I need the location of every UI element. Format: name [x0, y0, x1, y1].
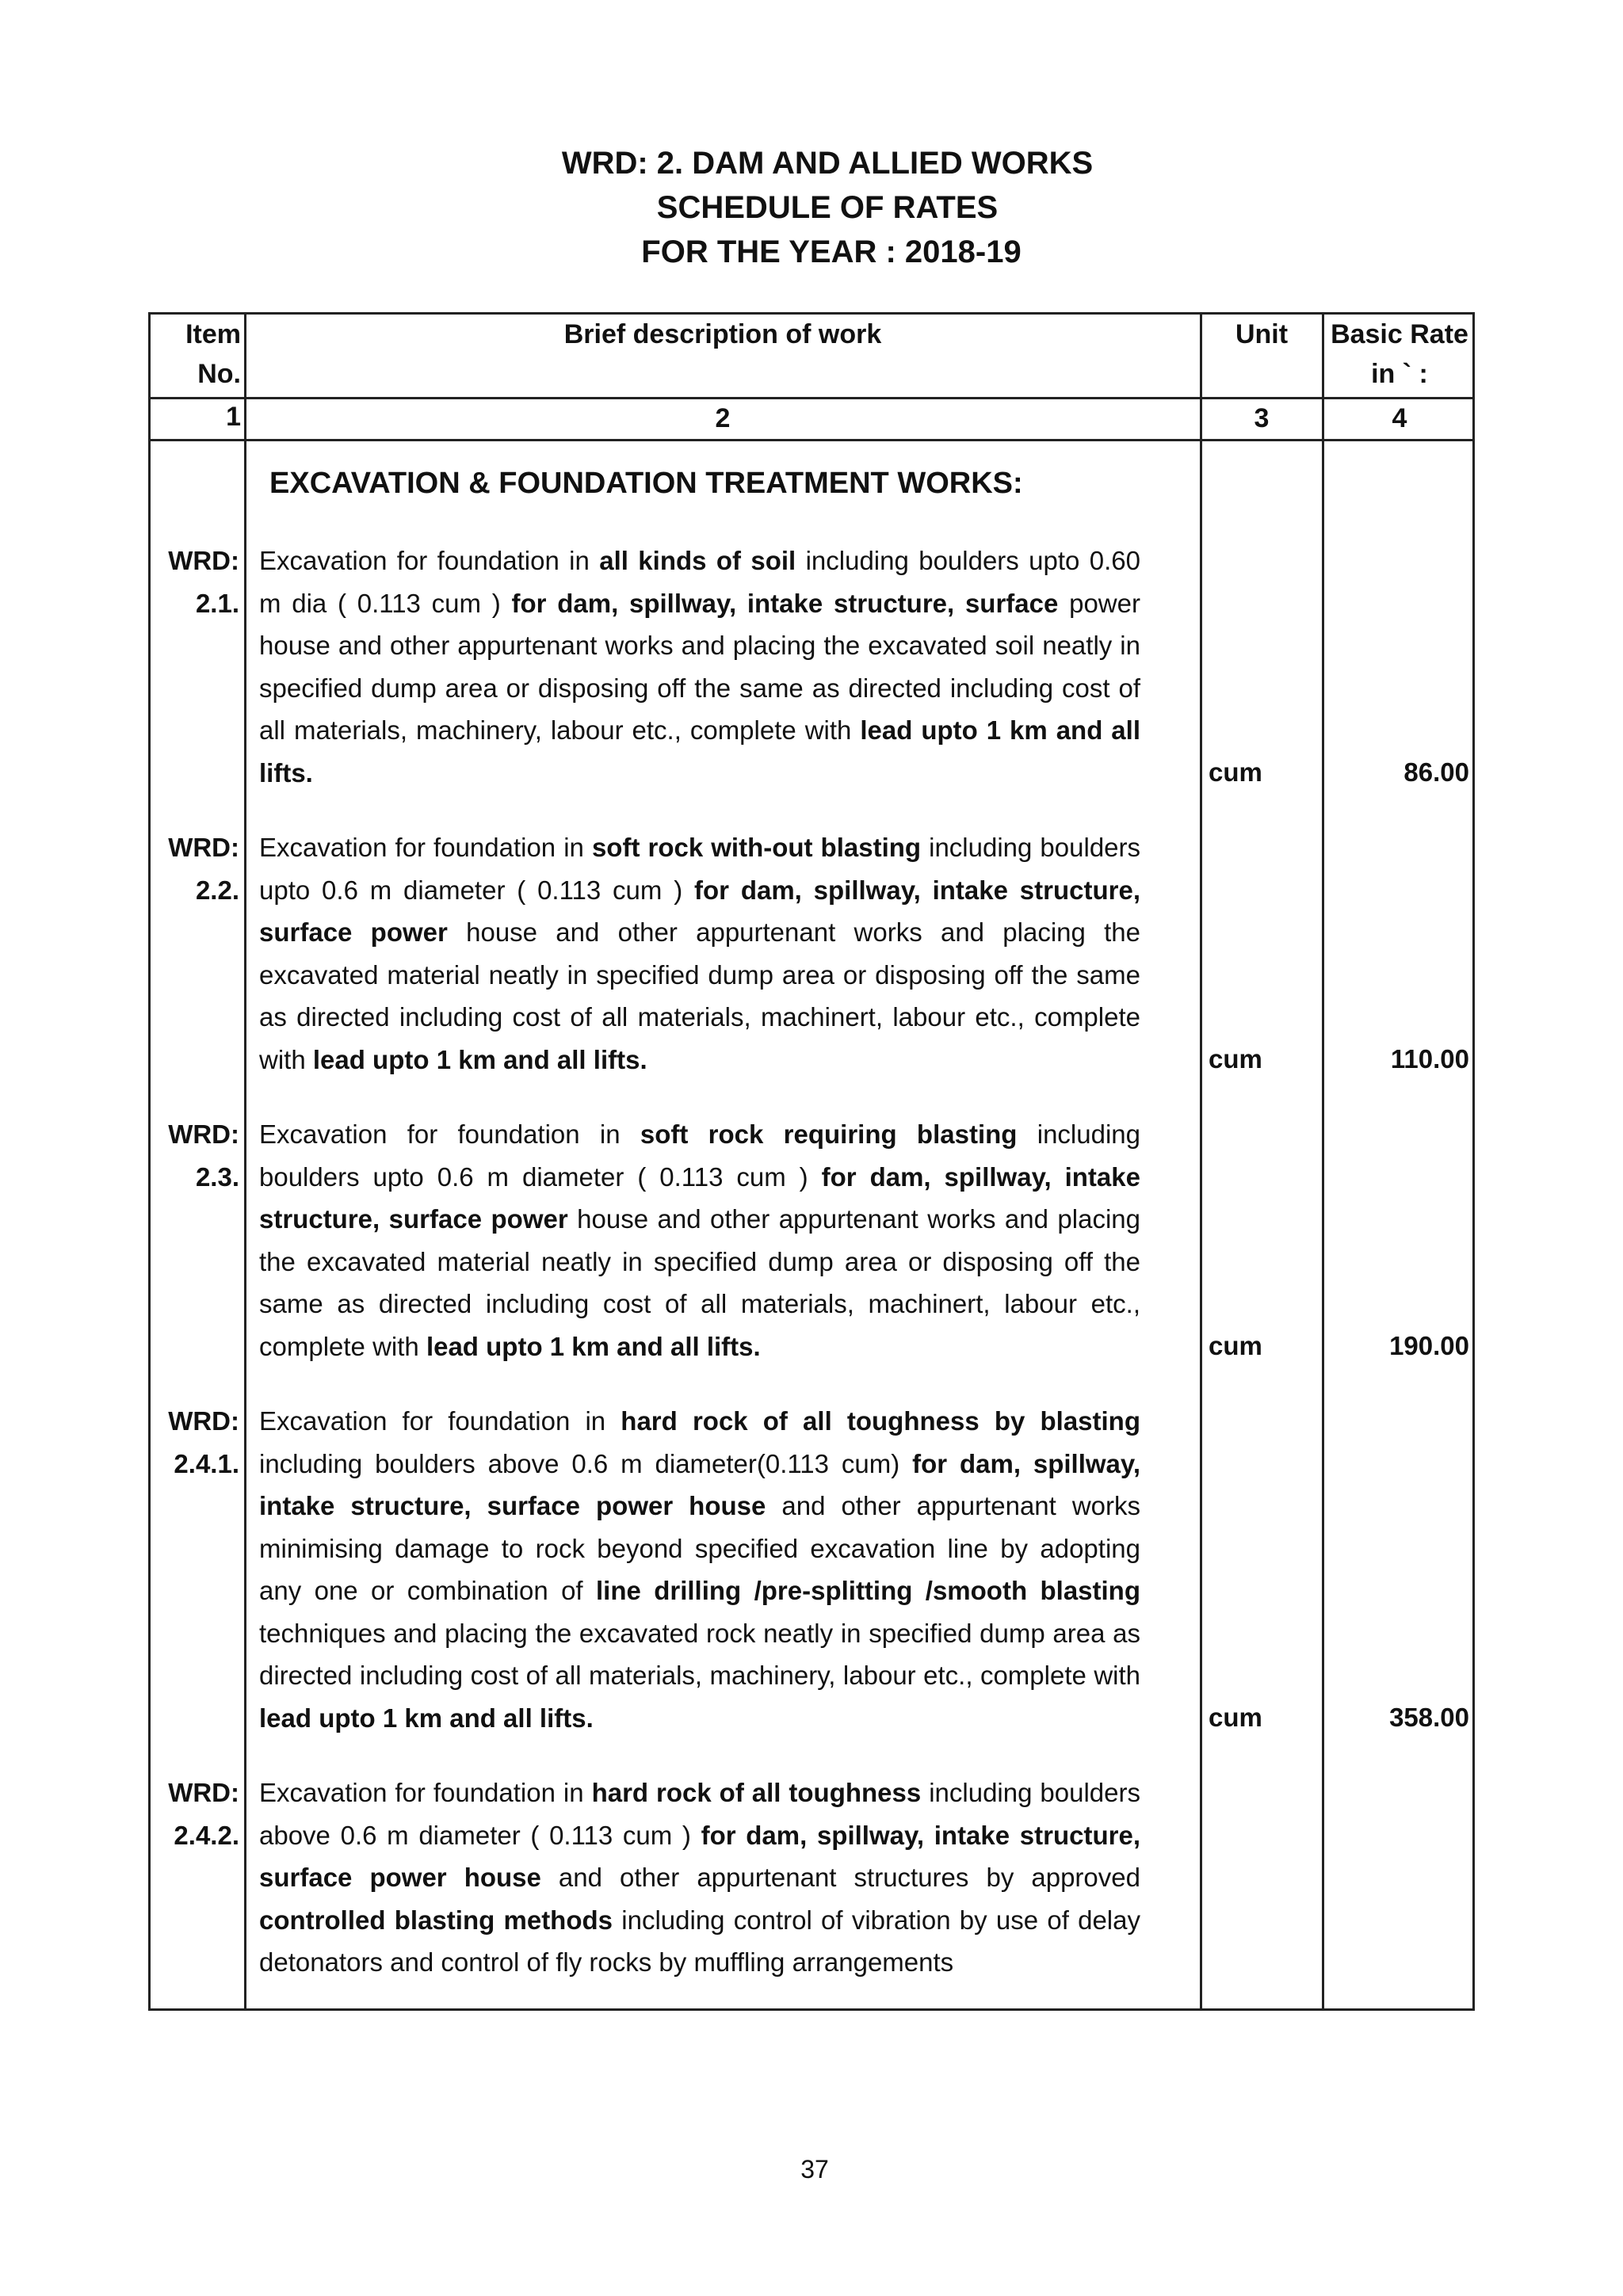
description-emphasis: controlled blasting methods	[259, 1905, 613, 1935]
item-prefix: WRD:	[168, 1119, 239, 1149]
item-code: 2.3.	[195, 1162, 239, 1192]
description-emphasis: for dam, spillway, intake structure, surface power	[259, 1161, 1140, 1234]
document-title: WRD: 2. DAM AND ALLIED WORKS	[561, 146, 1094, 181]
header-item-no	[151, 315, 241, 394]
description-text: Excavation for foundation in	[259, 546, 600, 575]
header-unit: Unit	[1235, 319, 1289, 349]
item-description	[259, 1113, 1140, 1367]
description-text: Excavation for foundation in	[259, 1119, 640, 1149]
description-text: house and other appurtenant works and placing the excavated material neatly in specified dump area or disposing off the same as directed including cost of all materials, machinert, labour etc., complete with	[259, 1204, 1141, 1361]
item-number	[151, 826, 239, 912]
description-text: power house and other appurtenant works and placing the excavated soil neatly in specified dump area or disposing off the same as directed including cost of all materials, machinery, labour etc., complete with	[259, 588, 1140, 745]
description-text: house and other appurtenant works and placing the excavated material neatly in specified dump area or disposing off the same as directed including cost of all materials, machinert, labour etc., complete with	[259, 917, 1141, 1074]
item-rate: 110.00	[1390, 1044, 1469, 1074]
description-text: including boulders above 0.6 m diameter(0.113 cum)	[259, 1448, 913, 1478]
column-divider	[1200, 315, 1202, 2008]
description-text: including control of vibration by use of delay detonators and control of fly rocks by muffling arrangements	[259, 1905, 1140, 1977]
description-emphasis: for dam, spillway, intake structure, surface power	[259, 875, 1140, 947]
item-code: 2.2.	[195, 875, 239, 905]
column-number-4: 4	[1392, 403, 1407, 433]
document-title-block	[0, 141, 1623, 274]
header-rate-currency: in ` :	[1371, 359, 1428, 389]
description-text: including boulders upto 0.6 m diameter ( 0.113 cum )	[259, 1119, 1140, 1192]
column-number-1: 1	[226, 402, 241, 432]
description-emphasis: all kinds of soil	[599, 546, 796, 575]
item-number	[151, 1400, 239, 1486]
item-description	[259, 826, 1140, 1081]
header-no-label: No.	[197, 359, 241, 389]
description-emphasis: for dam, spillway, intake structure, surface	[511, 588, 1059, 618]
description-emphasis: soft rock requiring blasting	[640, 1119, 1018, 1149]
description-text: and other appurtenant works minimising damage to rock beyond specified excavation line by adopting any one or combination of	[259, 1491, 1141, 1605]
column-number-3: 3	[1254, 403, 1270, 433]
description-text: Excavation for foundation in	[259, 1778, 592, 1807]
item-code: 2.4.1.	[174, 1449, 239, 1478]
header-basic-rate	[1325, 315, 1474, 394]
document-subtitle: SCHEDULE OF RATES	[656, 190, 999, 225]
description-emphasis: hard rock of all toughness by blasting	[621, 1406, 1140, 1436]
description-emphasis: lead upto 1 km and all lifts.	[259, 715, 1141, 788]
description-text: including boulders upto 0.60 m dia ( 0.113 cum )	[259, 546, 1140, 618]
item-description	[259, 1400, 1140, 1739]
header-item-label: Item	[185, 319, 241, 349]
column-number-2: 2	[715, 403, 731, 433]
description-text: techniques and placing the excavated rock neatly in specified dump area as directed including cost of all materials, machinery, labour etc., complete with	[259, 1618, 1140, 1690]
item-code: 2.4.2.	[174, 1821, 239, 1850]
header-description: Brief description of work	[563, 319, 882, 349]
rates-table	[148, 312, 1475, 2011]
description-text: and other appurtenant structures by approved	[540, 1863, 1140, 1892]
item-code: 2.1.	[195, 589, 239, 618]
item-rate: 190.00	[1389, 1331, 1469, 1360]
page-number: 37	[800, 2155, 829, 2183]
item-prefix: WRD:	[168, 546, 239, 575]
item-rate: 358.00	[1389, 1703, 1469, 1732]
description-emphasis: hard rock of all toughness	[591, 1778, 922, 1807]
description-text: including boulders upto 0.6 m diameter ( 0.113 cum )	[259, 833, 1141, 905]
item-unit: cum	[1209, 757, 1262, 787]
item-unit: cum	[1209, 1331, 1262, 1360]
item-prefix: WRD:	[168, 1778, 239, 1807]
description-emphasis: for dam, spillway, intake structure, surface power house	[259, 1820, 1141, 1892]
item-unit: cum	[1209, 1044, 1262, 1074]
item-number	[151, 1113, 239, 1199]
description-text: Excavation for foundation in	[259, 1406, 621, 1436]
item-description	[259, 540, 1140, 794]
section-heading: EXCAVATION & FOUNDATION TREATMENT WORKS:	[269, 467, 1023, 500]
item-unit: cum	[1209, 1703, 1262, 1732]
description-emphasis: lead upto 1 km and all lifts.	[259, 1703, 594, 1733]
header-rate-label: Basic Rate	[1331, 319, 1468, 349]
item-description	[259, 1772, 1140, 1984]
item-prefix: WRD:	[168, 833, 239, 862]
item-number	[151, 540, 239, 625]
description-text: Excavation for foundation in	[259, 833, 592, 862]
description-emphasis: line drilling /pre-splitting /smooth blasting	[595, 1576, 1140, 1605]
header-divider	[151, 439, 1472, 441]
column-divider	[1322, 315, 1324, 2008]
description-emphasis: lead upto 1 km and all lifts.	[426, 1331, 761, 1361]
item-rate: 86.00	[1403, 757, 1469, 787]
item-prefix: WRD:	[168, 1406, 239, 1436]
description-emphasis: soft rock with-out blasting	[591, 833, 922, 862]
description-emphasis: lead upto 1 km and all lifts.	[312, 1044, 647, 1074]
document-year: FOR THE YEAR : 2018-19	[641, 235, 1022, 269]
description-emphasis: for dam, spillway, intake structure, surface power house	[259, 1448, 1140, 1520]
column-divider	[244, 315, 246, 2008]
item-number	[151, 1772, 239, 1857]
description-text: including boulders above 0.6 m diameter ( 0.113 cum )	[259, 1778, 1140, 1850]
